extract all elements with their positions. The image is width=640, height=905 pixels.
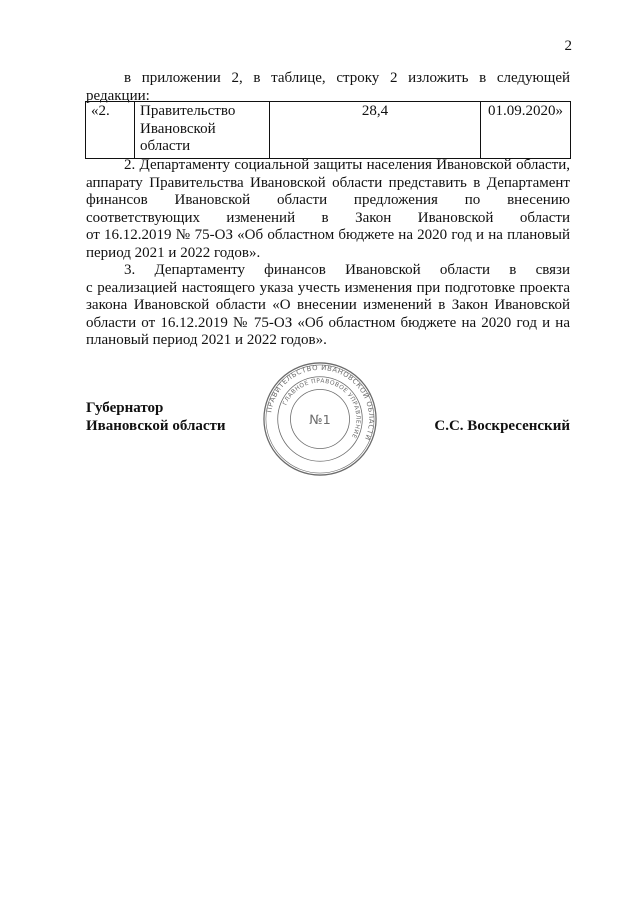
signatory-name: С.С. Воскресенский [434, 418, 570, 434]
page-number: 2 [564, 38, 572, 54]
seal-outer-textpath: ПРАВИТЕЛЬСТВО ИВАНОВСКОЙ ОБЛАСТИ [265, 363, 376, 442]
intro-paragraph [86, 70, 570, 105]
date-cell: 01.09.2020» [481, 102, 571, 159]
signatory-title [86, 400, 226, 435]
item-2-line: финансов Ивановской области предложения по внесению [86, 192, 570, 208]
item-3-line: области от 16.12.2019 № 75-ОЗ «Об областном бюджете на 2020 год и на [86, 314, 570, 331]
item-2-line: соответствующих изменений в Закон Ивановской области [86, 209, 570, 226]
item-3-line: с реализацией настоящего указа учесть изменения при подготовке проекта [86, 279, 570, 296]
organization-cell [135, 102, 270, 159]
item-2-line: от 16.12.2019 № 75-ОЗ «Об областном бюджете на 2020 год и на плановый [86, 227, 570, 243]
item-3-paragraph [86, 262, 570, 350]
intro-line: редакции: [86, 87, 150, 104]
table-row [86, 102, 571, 159]
organization-line: Правительство [140, 103, 236, 119]
seal-inner-textpath: ГЛАВНОЕ ПРАВОВОЕ УПРАВЛЕНИЕ [282, 378, 361, 440]
item-2-paragraph [86, 157, 570, 262]
official-seal [261, 360, 379, 478]
organization-line: Ивановской [140, 120, 216, 137]
item-3-line: 3. Департаменту финансов Ивановской области в связи [124, 262, 570, 278]
signatory-title-line: Ивановской области [86, 417, 226, 434]
intro-line: в приложении 2, в таблице, строку 2 изложить в следующей [124, 70, 570, 86]
item-2-line: аппарату Правительства Ивановской области представить в Департамент [86, 174, 570, 191]
organization-line: области [140, 138, 191, 154]
item-2-line: 2. Департаменту социальной защиты населения Ивановской области, [124, 157, 570, 173]
item-3-line: закона Ивановской области «О внесении изменений в Закон Ивановской [86, 297, 570, 313]
signatory-title-line: Губернатор [86, 400, 164, 416]
item-2-line: период 2021 и 2022 годов». [86, 244, 261, 261]
seal-center-number: №1 [309, 412, 331, 428]
item-3-line: плановый период 2021 и 2022 годов». [86, 332, 327, 348]
row-number-cell: «2. [86, 102, 135, 159]
amendment-table [85, 101, 571, 159]
value-cell: 28,4 [270, 102, 481, 159]
